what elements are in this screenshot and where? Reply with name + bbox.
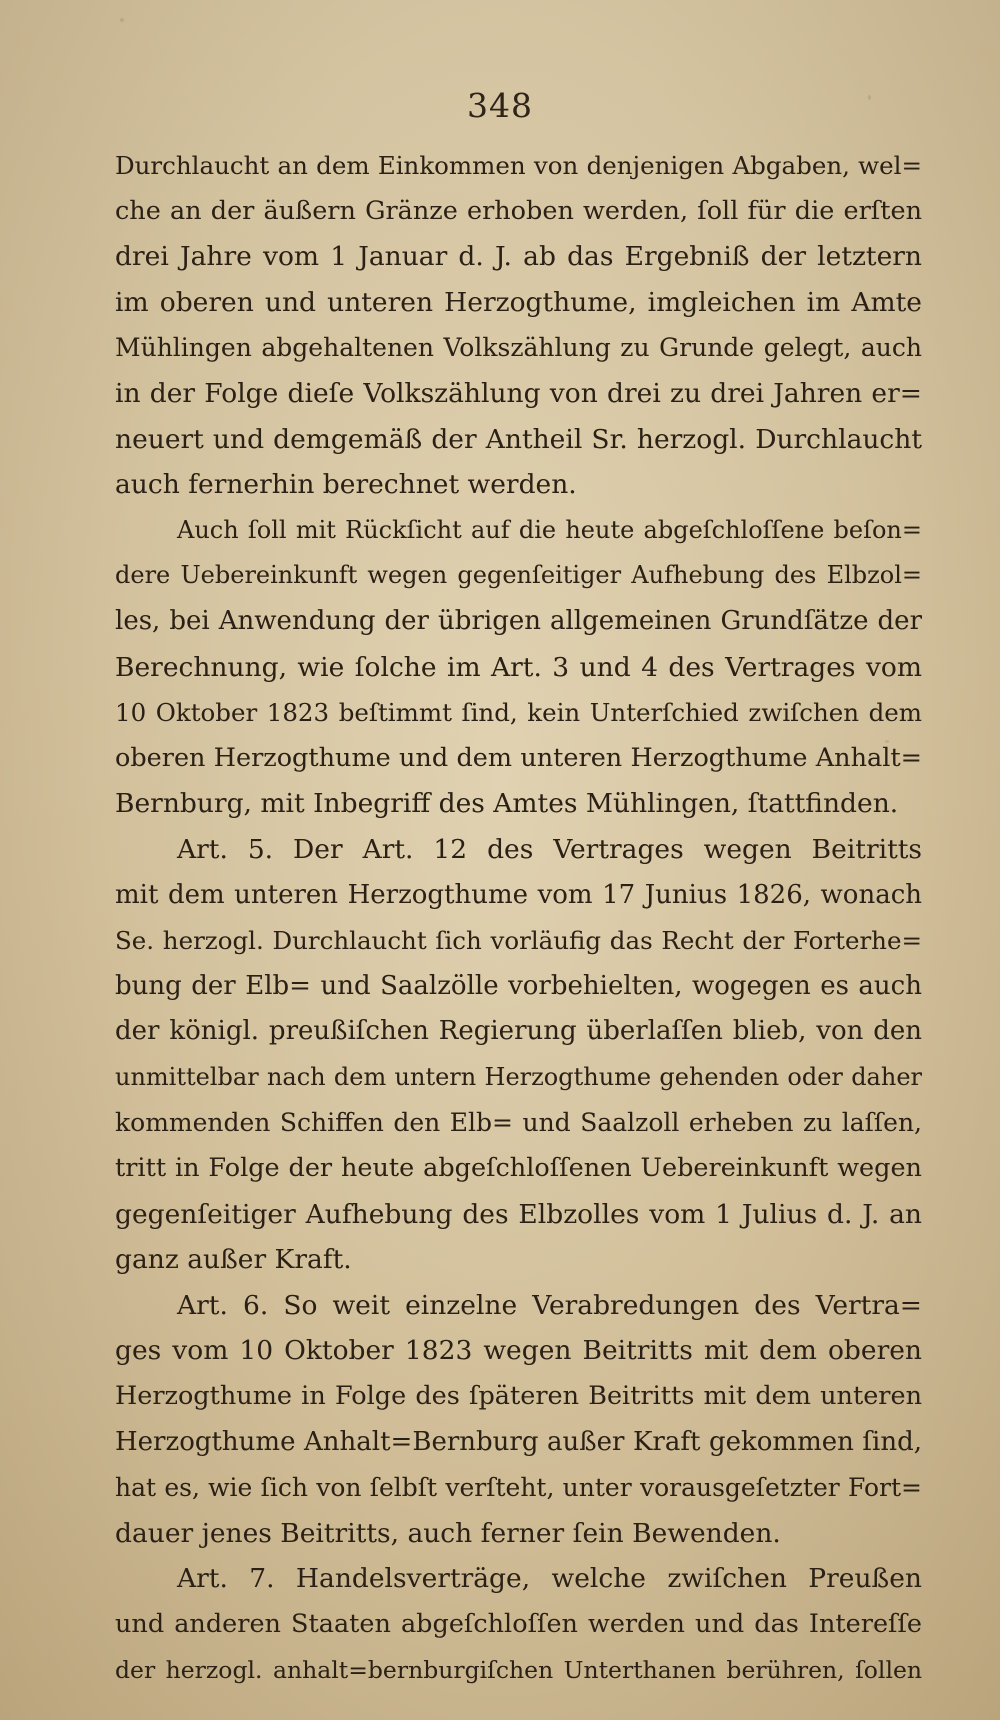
text-line: mit dem unteren Herzogthume vom 17 Junius 1826, wonach <box>115 879 922 910</box>
text-line: gegenſeitiger Aufhebung des Elbzolles vom 1 Julius d. J. an <box>115 1198 922 1230</box>
body-text <box>115 143 922 1693</box>
text-line: in der Folge dieſe Volkszählung von drei zu drei Jahren er= <box>115 377 922 409</box>
text-line: Art. 6. So weit einzelne Verabredungen des Vertra= <box>177 1289 922 1321</box>
text-line: 10 Oktober 1823 beſtimmt ſind, kein Unterſchied zwiſchen dem <box>115 698 922 728</box>
page-number: 348 <box>467 86 533 125</box>
text-line: tritt in Folge der heute abgeſchloſſenen Uebereinkunft wegen <box>115 1153 922 1184</box>
text-line: Herzogthume Anhalt=Bernburg außer Kraft gekommen ſind, <box>115 1426 922 1457</box>
text-line: Mühlingen abgehaltenen Volkszählung zu Grunde gelegt, auch <box>115 333 922 363</box>
text-line: auch fernerhin berechnet werden. <box>115 469 577 501</box>
text-line: im oberen und unteren Herzogthume, imgleichen im Amte <box>115 286 922 318</box>
text-line: bung der Elb= und Saalzölle vorbehielten, wogegen es auch <box>115 970 922 1001</box>
text-line: dere Uebereinkunft wegen gegenſeitiger Aufhebung des Elbzol= <box>115 561 922 590</box>
text-line: der herzogl. anhalt=bernburgiſchen Unterthanen berühren, ſollen <box>115 1655 922 1684</box>
text-line: dauer jenes Beitritts, auch ferner ſein Bewenden. <box>115 1517 781 1549</box>
text-line: Se. herzogl. Durchlaucht ſich vorläufig das Recht der Forterhe= <box>115 926 922 956</box>
text-line: Bernburg, mit Inbegriff des Amtes Mühlingen, ſtattfinden. <box>115 788 899 820</box>
text-line: Art. 7. Handelsverträge, welche zwiſchen Preußen <box>177 1563 922 1595</box>
text-line: neuert und demgemäß der Antheil Sr. herzogl. Durchlaucht <box>115 423 922 455</box>
text-line: oberen Herzogthume und dem unteren Herzogthume Anhalt= <box>115 742 922 773</box>
text-line: les, bei Anwendung der übrigen allgemeinen Grundſätze der <box>115 605 922 636</box>
text-line: drei Jahre vom 1 Januar d. J. ab das Ergebniß der letztern <box>115 241 922 273</box>
text-line: Berechnung, wie ſolche im Art. 3 und 4 des Vertrages vom <box>115 651 922 683</box>
text-line: ganz außer Kraft. <box>115 1244 352 1276</box>
text-line: Auch ſoll mit Rückſicht auf die heute abgeſchloſſene beſon= <box>177 515 922 544</box>
text-line: Art. 5. Der Art. 12 des Vertrages wegen Beitritts <box>177 833 922 865</box>
text-line: Herzogthume in Folge des ſpäteren Beitritts mit dem unteren <box>115 1381 922 1412</box>
text-line: che an der äußern Gränze erhoben werden, ſoll für die erſten <box>115 195 922 226</box>
text-line: ges vom 10 Oktober 1823 wegen Beitritts mit dem oberen <box>115 1335 922 1367</box>
text-line: der königl. preußiſchen Regierung überlaſſen blieb, von den <box>115 1016 922 1047</box>
text-line: unmittelbar nach dem untern Herzogthume gehenden oder daher <box>115 1062 922 1091</box>
text-line: kommenden Schiffen den Elb= und Saalzoll erheben zu laſſen, <box>115 1108 922 1138</box>
text-line: Durchlaucht an dem Einkommen von denjenigen Abgaben, wel= <box>115 151 922 180</box>
text-line: hat es, wie ſich von ſelbſt verſteht, unter vorausgeſetzter Fort= <box>115 1473 922 1503</box>
text-line: und anderen Staaten abgeſchloſſen werden und das Intereſſe <box>115 1609 922 1639</box>
paper-speck <box>120 18 124 22</box>
